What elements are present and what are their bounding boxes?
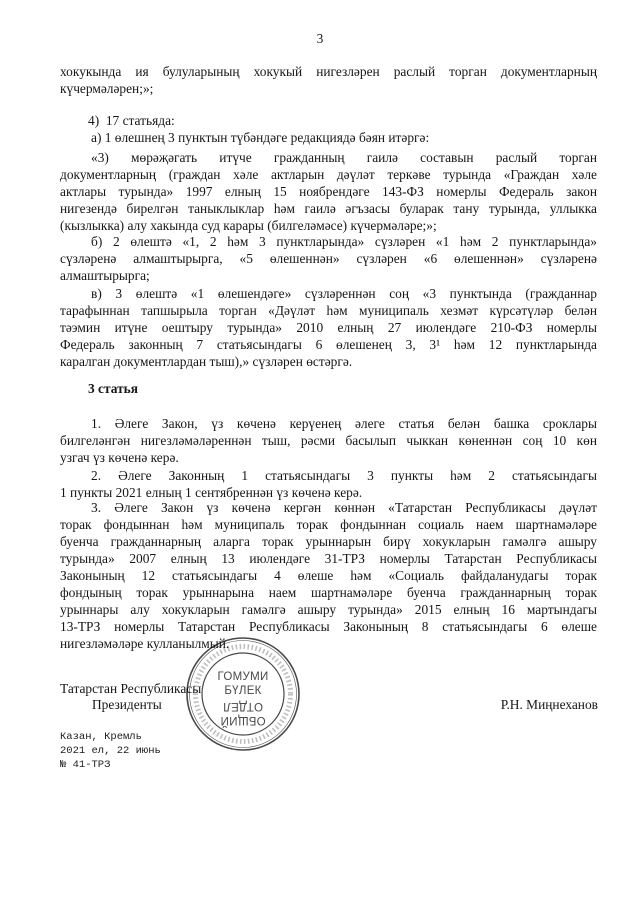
footer-date: 2021 ел, 22 июнь [60,745,161,757]
page-number: 3 [316,31,324,46]
document-footer [60,730,161,772]
text-line: документларның (граждан хәле актларын дәүләт теркәве турында «Граждан хәле [60,167,597,182]
text-line: узгач үз көченә керә. [60,450,179,465]
stamp-text-upper-2: БҮЛЕК [224,685,262,697]
paragraph-article-3-part-1 [60,415,597,466]
footer-place: Казан, Кремль [60,731,142,743]
text-line: тарафыннан тапшырыла торган «Дәүләт һәм муниципаль хезмәт күрсәтүләр белән [60,303,597,318]
official-stamp [183,634,303,754]
footer-number: № 41-ТРЗ [60,759,111,771]
paragraph-subitem-v [60,285,597,370]
text-line: б) 2 өлештә «1, 2 һәм 3 пунктларында» сүзләрен «1 һәм 2 пунктларында» [91,234,597,249]
text-line: алмаштырырга; [60,268,150,283]
paragraph-article-3-part-2 [60,467,597,501]
text-line: хокукында ия булуларының хокукый нигезләрен раслый торган документларның [60,64,597,79]
paragraph-subitem-a [60,129,597,146]
text-line: в) 3 өлештә «1 өлешендәге» сүзләреннән соң «3 пунктында (гражданнар [91,286,597,301]
paragraph-carryover [60,63,597,97]
stamp-text-upper-1: ГОМУМИ [217,671,269,683]
paragraph-article-3-part-3 [60,499,597,652]
article-heading: 3 статья [88,381,138,396]
text-line: каралган документлардан тыш),» сүзләрен өстәргә. [60,354,353,369]
text-line: буенча гражданнарның аларга торак урыннарын бирү хокукларын гамәлгә ашыру [60,534,597,549]
text-line: 13-ТРЗ номерлы Татарстан Республикасы Законының 8 статьясындагы 6 өлеше [60,619,597,634]
text-line: актлары турында» 1997 елның 15 ноябрендәге 143-ФЗ номерлы Федераль закон [60,184,597,199]
text-line: торак фондыннан һәм муниципаль торак фондыннан социаль наем шартнамәләре [60,517,597,532]
text-line: сүзләренә алмаштырырга, «5 өлешеннән» сүзләрен «6 өлешеннән» сүзләренә [60,251,597,266]
stamp-text-lower-2: ОБЩИЙ [220,714,266,726]
text-line: Законының 12 статьясындагы 4 өлеше һәм «Социаль файдаланудагы торак [60,568,597,583]
text-line: Федераль законның 7 статьясындагы 6 өлешенең 3, 3¹ һәм 12 пунктларында [60,337,597,352]
signatory-title-line-2: Президенты [92,697,162,712]
text-line: билгеләнгән нигезләмәләреннән тыш, рәсми басылып чыккан көненнән соң 10 көн [60,433,597,448]
text-line: 2. Әлеге Законның 1 статьясындагы 3 пункты һәм 2 статьясындагы [91,468,597,483]
text-line: нигезләмәләре кулланылмый. [60,636,230,651]
text-line: 1. Әлеге Закон, үз көченә керүенең әлеге статья белән башка сроклары [91,416,597,431]
text-line: «3) мөрәҗәгать итүче гражданның гаилә составын раслый торган [91,150,597,165]
signatory-name: Р.Н. Миңнеханов [500,697,598,712]
text-line: 3. Әлеге Закон үз көченә кергән көннән «Татарстан Республикасы дәүләт [91,500,597,515]
text-line: а) 1 өлешнең 3 пунктын түбәндәге редакциядә бәян итәргә: [91,130,430,145]
text-line: 4) 17 статьяда: [88,113,175,128]
text-line: фондының торак урыннарына наем шартнамәләре буенча гражданнарның торак [60,585,597,600]
paragraph-subitem-a-quote [60,149,597,234]
paragraph-item-4 [60,112,597,129]
text-line: тәэмин итүне оештыру турында» 2010 елның 27 июлендәге 210-ФЗ номерлы [60,320,597,335]
signatory-title-line-1: Татарстан Республикасы [60,681,202,696]
text-line: урыннары алу хокукларын гамәлгә ашыру турында» 2015 елның 16 мартындагы [60,602,597,617]
text-line: күчермәләрен;»; [60,81,154,96]
text-line: (кызлыкка) алу хакында суд карары (билгеләмәсе) күчермәләре;»; [60,218,437,233]
text-line: 1 пункты 2021 елның 1 сентябреннән үз көченә керә. [60,485,363,500]
paragraph-subitem-b [60,233,597,284]
text-line: турында» 2007 елның 13 июлендәге 31-ТРЗ номерлы Татарстан Республикасы [60,551,597,566]
text-line: нигезендә бирелгән таныклыклар һәм гаилә әгъзасы буларак тану турында, уллыкка [60,201,597,216]
stamp-text-lower-1: ОТДЕЛ [222,700,264,712]
